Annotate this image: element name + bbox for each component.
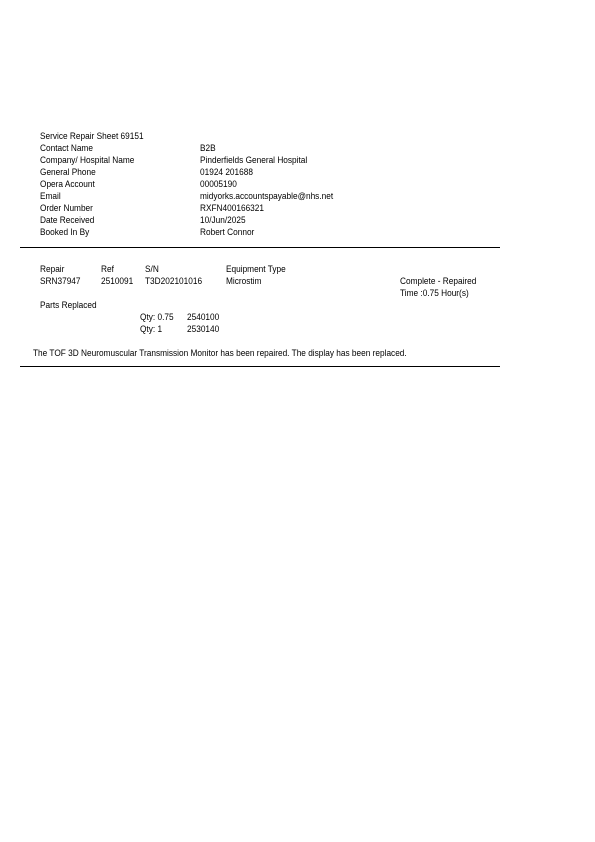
part-qty: Qty: 0.75 [140, 312, 174, 322]
repair-status: Complete - Repaired [400, 276, 477, 286]
cell-ref: 2510091 [101, 276, 134, 286]
repair-note: The TOF 3D Neuromuscular Transmission Monitor has been repaired. The display has been replaced. [33, 348, 407, 358]
header-sn: S/N [145, 264, 159, 274]
field-label-date-received: Date Received [40, 215, 95, 225]
field-value-booked-in-by: Robert Connor [200, 227, 255, 237]
field-label-contact-name: Contact Name [40, 143, 93, 153]
field-label-booked-in-by: Booked In By [40, 227, 90, 237]
field-value-date-received: 10/Jun/2025 [200, 215, 246, 225]
field-value-company: Pinderfields General Hospital [200, 155, 308, 165]
sheet-title: Service Repair Sheet 69151 [40, 131, 144, 141]
cell-repair-number: SRN37947 [40, 276, 81, 286]
field-value-order-number: RXFN400166321 [200, 203, 264, 213]
header-equipment-type: Equipment Type [226, 264, 286, 274]
cell-equipment-type: Microstim [226, 276, 262, 286]
field-label-order-number: Order Number [40, 203, 93, 213]
field-value-email: midyorks.accountspayable@nhs.net [200, 191, 334, 201]
parts-replaced-label: Parts Replaced [40, 300, 97, 310]
field-label-phone: General Phone [40, 167, 96, 177]
repair-time: Time :0.75 Hour(s) [400, 288, 469, 298]
part-qty: Qty: 1 [140, 324, 163, 334]
field-label-email: Email [40, 191, 61, 201]
field-value-phone: 01924 201688 [200, 167, 253, 177]
header-repair: Repair [40, 264, 65, 274]
field-value-contact-name: B2B [200, 143, 216, 153]
part-code: 2530140 [187, 324, 220, 334]
header-ref: Ref [101, 264, 114, 274]
section-divider [20, 366, 500, 367]
field-label-opera-account: Opera Account [40, 179, 95, 189]
field-label-company: Company/ Hospital Name [40, 155, 135, 165]
part-code: 2540100 [187, 312, 220, 322]
field-value-opera-account: 00005190 [200, 179, 237, 189]
cell-serial-number: T3D202101016 [145, 276, 203, 286]
section-divider [20, 247, 500, 248]
